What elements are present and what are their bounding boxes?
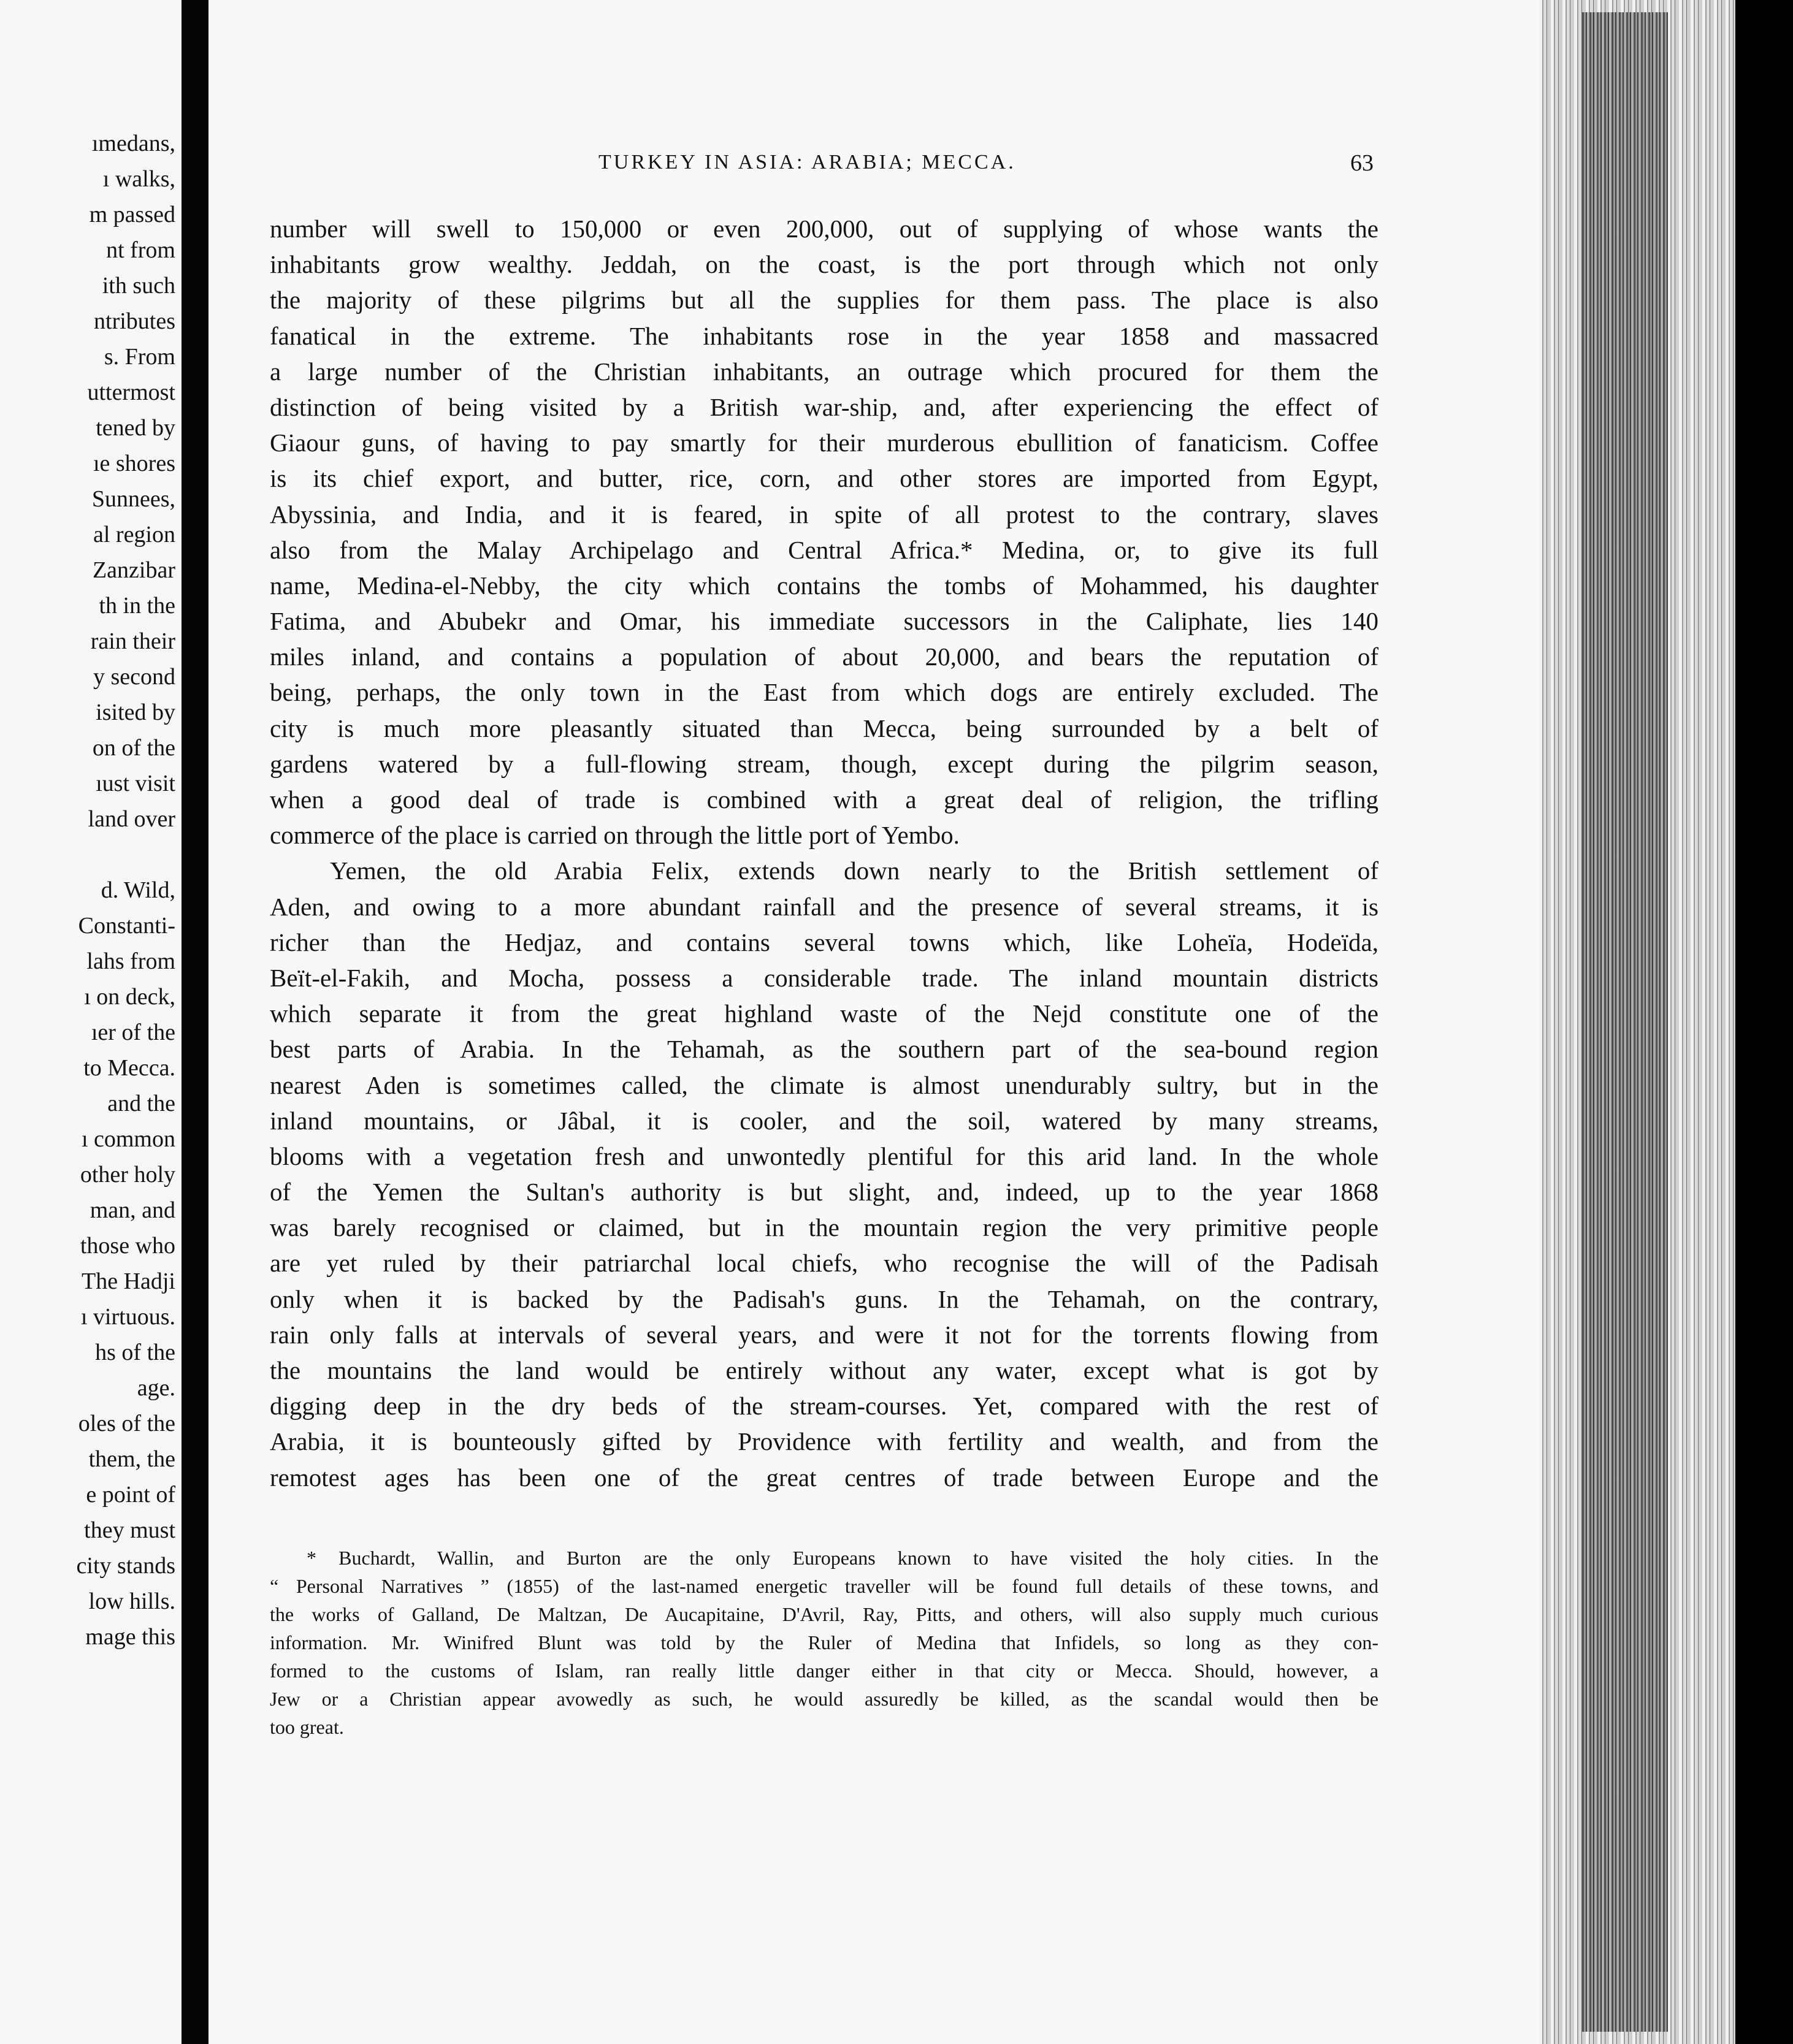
- body-line: best parts of Arabia. In the Tehamah, as the southern part of the sea-bound region: [270, 1035, 1378, 1064]
- left-page-line: city stands: [76, 1553, 175, 1579]
- left-page-line: ı walks,: [102, 166, 175, 192]
- body-line: only when it is backed by the Padisah's guns. In the Tehamah, on the contrary,: [270, 1284, 1378, 1313]
- body-line: name, Medina-el-Nebby, the city which contains the tombs of Mohammed, his daughter: [270, 571, 1378, 600]
- body-line: Beït-el-Fakih, and Mocha, possess a considerable trade. The inland mountain districts: [270, 963, 1378, 992]
- footnote-line: information. Mr. Winifred Blunt was told by the Ruler of Medina that Infidels, so long as they con-: [270, 1631, 1378, 1653]
- left-page-line: e point of: [86, 1482, 175, 1508]
- left-page-line: hs of the: [95, 1340, 175, 1365]
- left-page-line: ı virtuous.: [80, 1304, 175, 1330]
- left-page-line: age.: [137, 1375, 175, 1401]
- footnote-line: the works of Galland, De Maltzan, De Aucapitaine, D'Avril, Ray, Pitts, and others, will also supply much curious: [270, 1603, 1378, 1625]
- body-line: remotest ages has been one of the great centres of trade between Europe and the: [270, 1463, 1378, 1492]
- body-line: Arabia, it is bounteously gifted by Providence with fertility and wealth, and from the: [270, 1427, 1378, 1456]
- body-line: the mountains the land would be entirely without any water, except what is got by: [270, 1356, 1378, 1384]
- running-head: TURKEY IN ASIA: ARABIA; MECCA.: [598, 151, 1016, 174]
- left-page-line: them, the: [88, 1446, 175, 1472]
- body-line: digging deep in the dry beds of the stream-courses. Yet, compared with the rest of: [270, 1392, 1378, 1421]
- left-page-line: man, and: [90, 1197, 175, 1223]
- left-page-line: Zanzibar: [92, 557, 175, 583]
- left-page-line: ıust visit: [96, 771, 175, 796]
- left-page-line: ı common: [81, 1126, 175, 1152]
- body-line: Abyssinia, and India, and it is feared, in spite of all protest to the contrary, slaves: [270, 500, 1378, 528]
- left-page-line: y second: [93, 664, 175, 690]
- body-line: miles inland, and contains a population of about 20,000, and bears the reputation of: [270, 643, 1378, 671]
- left-page-line: th in the: [99, 593, 175, 619]
- left-page-line: land over: [88, 806, 175, 832]
- left-page-line: Constanti-: [78, 913, 175, 939]
- left-page-line: al region: [93, 522, 175, 547]
- left-page-line: lahs from: [86, 948, 175, 974]
- left-page-line: ntributes: [94, 308, 175, 334]
- left-page-line: rain their: [90, 628, 175, 654]
- left-page-line: low hills.: [88, 1588, 175, 1614]
- body-line: also from the Malay Archipelago and Central Africa.* Medina, or, to give its full: [270, 535, 1378, 564]
- body-line: which separate it from the great highland waste of the Nejd constitute one of the: [270, 999, 1378, 1028]
- left-page-line: tened by: [96, 415, 175, 441]
- left-page-line: m passed: [89, 202, 175, 227]
- left-page-line: ıe shores: [93, 451, 175, 476]
- left-page-line: ımedans,: [91, 131, 175, 156]
- body-line: was barely recognised or claimed, but in the mountain region the very primitive people: [270, 1213, 1378, 1242]
- left-page-line: The Hadji: [81, 1268, 175, 1294]
- left-page-line: d. Wild,: [101, 877, 175, 903]
- footnote: [270, 1544, 1378, 1741]
- body-line: Aden, and owing to a more abundant rainfall and the presence of several streams, it is: [270, 892, 1378, 921]
- body-line: when a good deal of trade is combined with a great deal of religion, the trifling: [270, 785, 1378, 814]
- main-page: [208, 0, 1539, 2044]
- body-line: inhabitants grow wealthy. Jeddah, on the coast, is the port through which not only: [270, 250, 1378, 279]
- body-line: are yet ruled by their patriarchal local chiefs, who recognise the will of the Padisah: [270, 1249, 1378, 1278]
- body-line: fanatical in the extreme. The inhabitants rose in the year 1858 and massacred: [270, 321, 1378, 350]
- footnote-line: too great.: [270, 1716, 344, 1738]
- left-page-fragment: [0, 0, 182, 2044]
- book-page-edges-shadow: [1582, 12, 1668, 2032]
- body-line: city is much more pleasantly situated than Mecca, being surrounded by a belt of: [270, 714, 1378, 742]
- body-line: a large number of the Christian inhabitants, an outrage which procured for them the: [270, 357, 1378, 386]
- body-line: of the Yemen the Sultan's authority is but slight, and, indeed, up to the year 1868: [270, 1178, 1378, 1207]
- left-page-line: s. From: [104, 344, 175, 370]
- book-gutter: [182, 0, 208, 2044]
- body-text: [270, 211, 1378, 1495]
- left-page-line: oles of the: [78, 1411, 175, 1436]
- body-line: nearest Aden is sometimes called, the climate is almost unendurably sultry, but in the: [270, 1070, 1378, 1099]
- body-line: commerce of the place is carried on through the little port of Yembo.: [270, 821, 960, 850]
- footnote-line: formed to the customs of Islam, ran really little danger either in that city or Mecca. Should, however, a: [270, 1660, 1378, 1682]
- left-page-line: other holy: [80, 1162, 175, 1188]
- body-line: Yemen, the old Arabia Felix, extends down nearly to the British settlement of: [330, 856, 1378, 885]
- left-page-line: mage this: [85, 1624, 175, 1650]
- background-border: [1735, 0, 1793, 2044]
- body-line: gardens watered by a full-flowing stream, though, except during the pilgrim season,: [270, 749, 1378, 778]
- body-line: distinction of being visited by a British war-ship, and, after experiencing the effect of: [270, 392, 1378, 421]
- page-number: 63: [1350, 150, 1374, 176]
- footnote-line: Jew or a Christian appear avowedly as such, he would assuredly be killed, as the scandal would then be: [270, 1688, 1378, 1710]
- left-page-line: those who: [80, 1233, 175, 1259]
- left-page-line: ith such: [102, 273, 175, 299]
- body-line: inland mountains, or Jâbal, it is cooler, and the soil, watered by many streams,: [270, 1106, 1378, 1135]
- left-page-line: and the: [107, 1091, 175, 1116]
- body-line: rain only falls at intervals of several years, and were it not for the torrents flowing from: [270, 1320, 1378, 1349]
- footnote-line: “ Personal Narratives ” (1855) of the last-named energetic traveller will be found full details of these towns, and: [270, 1575, 1378, 1597]
- left-page-line: isited by: [96, 700, 175, 725]
- left-page-line: ıer of the: [91, 1020, 175, 1045]
- left-page-line: Sunnees,: [91, 486, 175, 512]
- footnote-line: * Buchardt, Wallin, and Burton are the only Europeans known to have visited the holy cities. In the: [307, 1547, 1378, 1569]
- left-page-line: ı on deck,: [84, 984, 175, 1010]
- left-page-line: nt from: [106, 237, 175, 263]
- left-page-line: they must: [84, 1517, 175, 1543]
- left-page-line: uttermost: [87, 379, 175, 405]
- body-line: number will swell to 150,000 or even 200,000, out of supplying of whose wants the: [270, 215, 1378, 243]
- left-page-line: on of the: [92, 735, 175, 761]
- body-line: being, perhaps, the only town in the East from which dogs are entirely excluded. The: [270, 678, 1378, 707]
- body-line: the majority of these pilgrims but all the supplies for them pass. The place is also: [270, 286, 1378, 315]
- body-line: richer than the Hedjaz, and contains several towns which, like Loheïa, Hodeïda,: [270, 928, 1378, 956]
- body-line: Fatima, and Abubekr and Omar, his immediate successors in the Caliphate, lies 140: [270, 607, 1378, 636]
- body-line: Giaour guns, of having to pay smartly for their murderous ebullition of fanaticism. Coffee: [270, 429, 1378, 457]
- body-line: blooms with a vegetation fresh and unwontedly plentiful for this arid land. In the whole: [270, 1142, 1378, 1170]
- body-line: is its chief export, and butter, rice, corn, and other stores are imported from Egypt,: [270, 464, 1378, 493]
- left-page-line: to Mecca.: [83, 1055, 175, 1081]
